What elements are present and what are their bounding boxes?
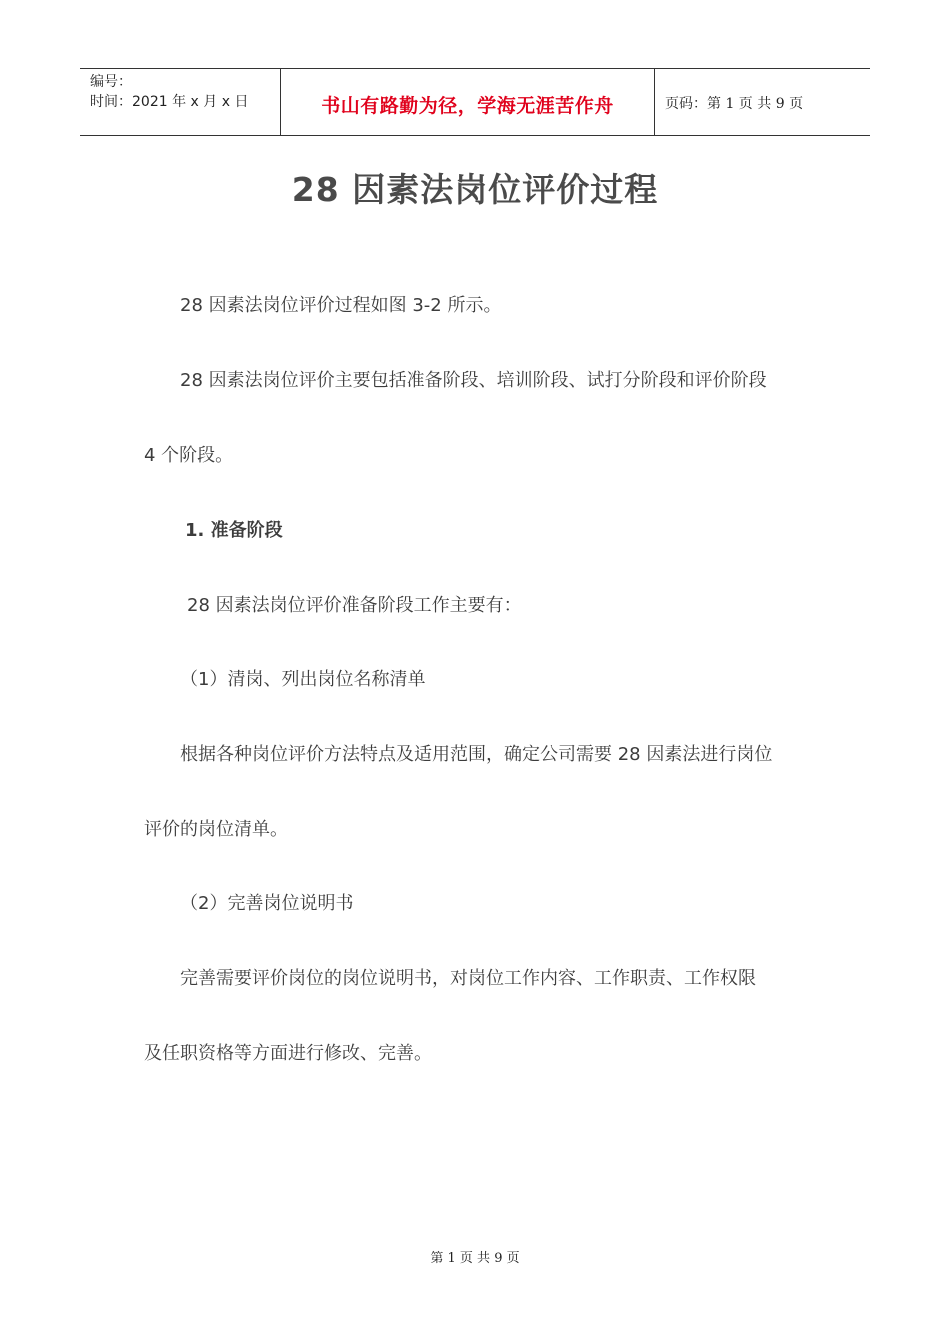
paragraph: 28 因素法岗位评价主要包括准备阶段、培训阶段、试打分阶段和评价阶段 <box>180 370 767 391</box>
subsection-heading: （2）完善岗位说明书 <box>180 893 354 914</box>
document-number-label: 编号： <box>90 74 132 90</box>
header-motto: 书山有路勤为径，学海无涯苦作舟 <box>321 95 614 117</box>
header-table <box>80 68 870 136</box>
header-left-cell <box>80 69 281 135</box>
section-heading: 1. 准备阶段 <box>185 520 283 541</box>
paragraph: 4 个阶段。 <box>144 445 234 466</box>
header-page-info: 页码：第 1 页 共 9 页 <box>665 96 804 112</box>
paragraph: 完善需要评价岗位的岗位说明书，对岗位工作内容、工作职责、工作权限 <box>180 968 756 989</box>
paragraph: 28 因素法岗位评价过程如图 3-2 所示。 <box>180 295 502 316</box>
subsection-heading: （1）清岗、列出岗位名称清单 <box>180 669 426 690</box>
header-page-cell <box>655 69 870 135</box>
paragraph: 28 因素法岗位评价准备阶段工作主要有： <box>187 595 522 616</box>
document-date-label: 时间：2021 年 x 月 x 日 <box>90 94 249 110</box>
paragraph: 评价的岗位清单。 <box>144 819 288 840</box>
page-footer: 第 1 页 共 9 页 <box>430 1251 520 1266</box>
paragraph: 根据各种岗位评价方法特点及适用范围，确定公司需要 28 因素法进行岗位 <box>180 744 773 765</box>
document-title: 28 因素法岗位评价过程 <box>291 170 659 209</box>
header-motto-cell <box>281 69 655 135</box>
paragraph: 及任职资格等方面进行修改、完善。 <box>144 1043 432 1064</box>
